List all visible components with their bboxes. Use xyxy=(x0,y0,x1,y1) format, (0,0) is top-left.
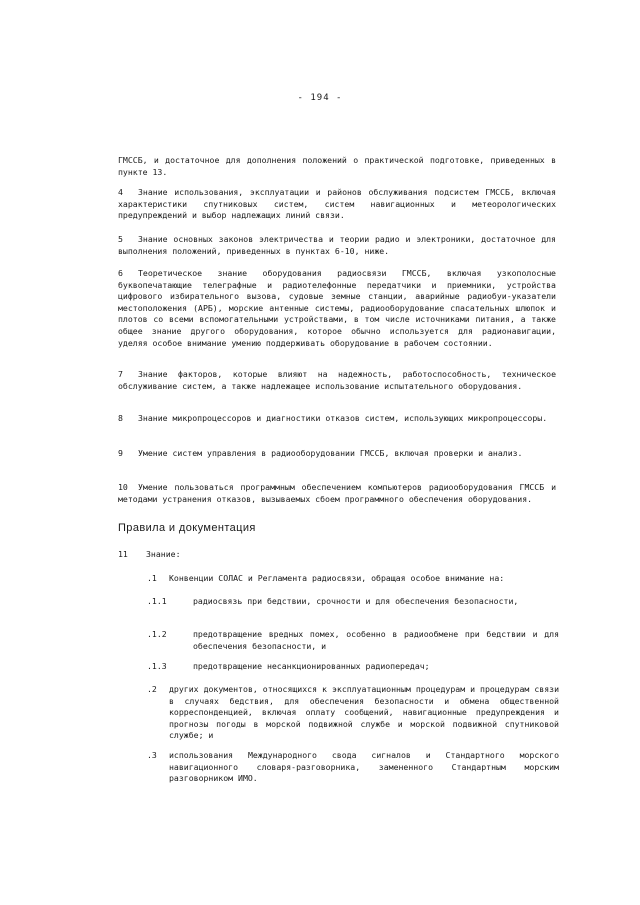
paragraph-4 xyxy=(118,187,556,222)
subitem-text: использования Международного свода сигналов и Стандартного морского навигационного словаря-разговорника, замененного Стандартным морским разговорником ИМО. xyxy=(169,750,559,784)
subitem-text: предотвращение вредных помех, особенно в радиообмене при бедствии и для обеспечения безопасности, и xyxy=(193,629,559,651)
paragraph-text: Знание использования, эксплуатации и районов обслуживания подсистем ГМССБ, включая характеристики спутниковых систем, систем навигационных и метеорологических предупреждений и выбор надлежащих линий связи. xyxy=(118,187,556,221)
subitem-text: радиосвязь при бедствии, срочности и для обеспечения безопасности, xyxy=(193,596,519,606)
subitem-1-1 xyxy=(147,596,559,620)
paragraph-number: 9 xyxy=(118,448,123,458)
continuation-text: ГМССБ, и достаточное для дополнения положений о практической подготовке, приведенных в пункте 13. xyxy=(118,155,556,177)
paragraph-8 xyxy=(118,413,556,425)
subitem-2 xyxy=(147,684,559,744)
paragraph-text: Теоретическое знание оборудования радиосвязи ГМССБ, включая узкополосные буквопечатающие телеграфные и радиотелефонные передатчики и приемники, устройства цифрового избирательного вызова, судовые земные станции, аварийные радиобуи-указатели местоположения (АРБ), морские антенные системы, радиооборудование спасательных шлюпок и плотов со всеми вспомогательными устройствами, в том числе источниками питания, а также общее знание другого оборудования, которое обычно используется для радионавигации, уделяя особое внимание умению поддерживать оборудование в рабочем состоянии. xyxy=(118,268,556,348)
paragraph-9 xyxy=(118,448,556,460)
paragraph-number: 8 xyxy=(118,413,123,423)
subitem-number: .1.3 xyxy=(147,661,167,671)
paragraph-text: Умение пользоваться программным обеспечением компьютеров радиооборудования ГМССБ и методами устранения отказов, вызываемых сбоем программного обеспечения оборудования. xyxy=(118,482,556,504)
paragraph-7 xyxy=(118,369,556,392)
subitem-text: предотвращение несанкционированных радиопередач; xyxy=(193,661,430,671)
paragraph-5 xyxy=(118,234,556,257)
paragraph-text: Умение систем управления в радиооборудовании ГМССБ, включая проверки и анализ. xyxy=(138,448,523,458)
paragraph-number: 7 xyxy=(118,369,123,379)
paragraph-text: Знание микропроцессоров и диагностики отказов систем, использующих микропроцессоры. xyxy=(138,413,548,423)
subitem-text: других документов, относящихся к эксплуатационным процедурам и процедурам связи в случаях бедствия, для обеспечения безопасности и обмена общественной корреспонденцией, включая оплату сообщений, навигационные предупреждения и прогнозы погоды в морской подвижной службе и морской подвижной спутниковой службе; и xyxy=(169,684,559,741)
subitem-3 xyxy=(147,750,559,788)
item-label: Знание: xyxy=(146,549,181,559)
paragraph-10 xyxy=(118,482,556,505)
paragraph-number: 6 xyxy=(118,268,123,278)
item-number: 11 xyxy=(118,549,128,559)
page-number: - 194 - xyxy=(297,93,343,103)
paragraph-number: 5 xyxy=(118,234,123,244)
section-heading: Правила и документация xyxy=(118,522,256,534)
paragraph-number: 10 xyxy=(118,482,128,492)
subitem-number: .2 xyxy=(147,684,157,694)
subitem-number: .1.1 xyxy=(147,596,167,606)
paragraph-text: Знание факторов, которые влияют на надежность, работоспособность, техническое обслуживание систем, а также надлежащее использование испытательного оборудования. xyxy=(118,369,556,391)
subitem-text: Конвенции СОЛАС и Регламента радиосвязи, обращая особое внимание на: xyxy=(169,573,505,583)
subitem-1-2 xyxy=(147,629,559,653)
subitem-number: .1 xyxy=(147,573,157,583)
paragraph-text: Знание основных законов электричества и теории радио и электроники, достаточное для выполнения положений, приведенных в пунктах 6-10, ниже. xyxy=(118,234,556,256)
paragraph-number: 4 xyxy=(118,187,123,197)
subitem-number: .1.2 xyxy=(147,629,167,639)
subitem-number: .3 xyxy=(147,750,157,760)
paragraph-6 xyxy=(118,268,556,349)
